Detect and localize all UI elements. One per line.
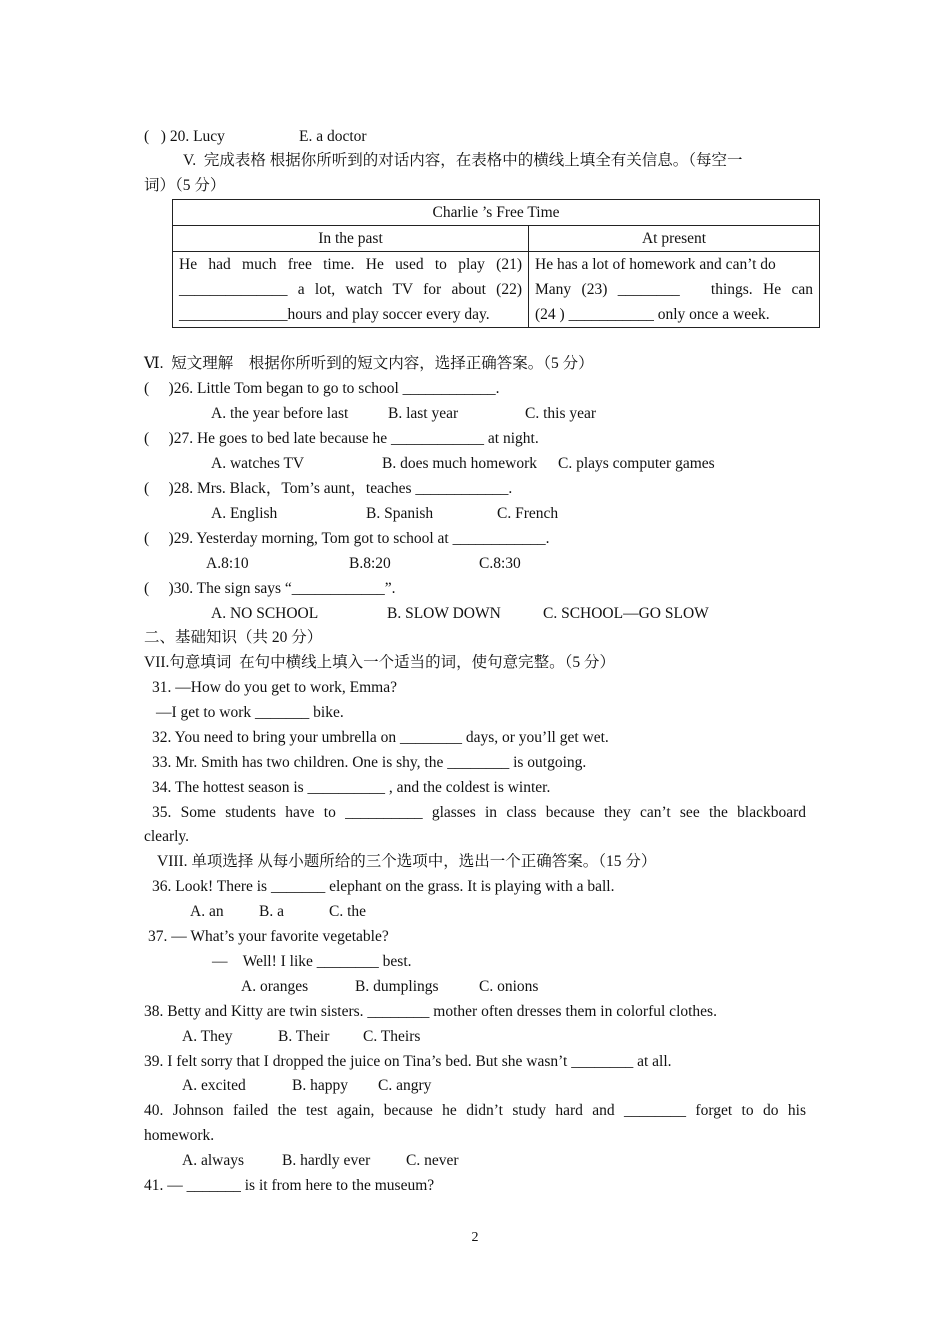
section-5-heading-cont: 词）（5 分） — [144, 177, 226, 194]
q31-line-2: —I get to work _______ bike. — [156, 704, 344, 721]
q36-option-b: B. a — [259, 903, 284, 920]
q33: 33. Mr. Smith has two children. One is shy, the ________ is outgoing. — [152, 754, 587, 771]
q26-stem: ( )26. Little Tom began to go to school ____________. — [144, 380, 500, 397]
q40-option-a: A. always — [182, 1152, 244, 1169]
q34: 34. The hottest season is __________ , and the coldest is winter. — [152, 779, 551, 796]
q38-option-c: C. Theirs — [363, 1028, 421, 1045]
past-line-3: ______________hours and play soccer every day. — [179, 306, 490, 323]
q27-option-a: A. watches TV — [211, 455, 305, 472]
q37-option-c: C. onions — [479, 978, 539, 995]
table-header-past: In the past — [173, 226, 529, 252]
q40-option-c: C. never — [406, 1152, 459, 1169]
q27-option-c: C. plays computer games — [558, 455, 715, 472]
q28-stem: ( )28. Mrs. Black，Tom’s aunt，teaches ____________. — [144, 480, 513, 497]
q40-option-b: B. hardly ever — [282, 1152, 371, 1169]
q38-stem: 38. Betty and Kitty are twin sisters. ________ mother often dresses them in colorful clothes. — [144, 1003, 717, 1020]
q28-option-c: C. French — [497, 505, 559, 522]
q32: 32. You need to bring your umbrella on ________ days, or you’ll get wet. — [152, 729, 609, 746]
past-line-2: ______________ a lot, watch TV for about (22) — [179, 281, 522, 298]
q39-stem: 39. I felt sorry that I dropped the juice on Tina’s bed. But she wasn’t ________ at all. — [144, 1053, 672, 1070]
part-2-heading: 二、基础知识（共 20 分） — [144, 629, 323, 646]
q39-option-a: A. excited — [182, 1077, 246, 1094]
q35-line-2: clearly. — [144, 828, 190, 845]
q29-option-b: B.8:20 — [349, 555, 391, 572]
section-8-heading: VIII. 单项选择 从每小题所给的三个选项中，选出一个正确答案。（15 分） — [157, 853, 657, 870]
section-6-heading: Ⅵ. 短文理解 根据你所听到的短文内容，选择正确答案。（5 分） — [144, 355, 594, 372]
free-time-table — [172, 199, 820, 328]
q28-option-a: A. English — [211, 505, 278, 522]
q26-option-a: A. the year before last — [211, 405, 349, 422]
q30-option-b: B. SLOW DOWN — [387, 605, 501, 622]
q38-option-a: A. They — [182, 1028, 233, 1045]
past-line-1: He had much free time. He used to play (21) — [179, 256, 522, 273]
q31-line-1: 31. —How do you get to work, Emma? — [152, 679, 397, 696]
q38-option-b: B. Their — [278, 1028, 330, 1045]
q37-option-a: A. oranges — [241, 978, 309, 995]
q39-option-b: B. happy — [292, 1077, 348, 1094]
q40-line-2: homework. — [144, 1127, 215, 1144]
q20-stem: ( ) 20. Lucy — [144, 128, 225, 145]
q29-option-a: A.8:10 — [206, 555, 249, 572]
present-line-3: (24 ) ___________ only once a week. — [535, 306, 770, 323]
q36-option-c: C. the — [329, 903, 367, 920]
q37-line-2: — Well! I like ________ best. — [212, 953, 412, 970]
table-cell-past — [173, 252, 529, 328]
q26-option-c: C. this year — [525, 405, 597, 422]
q27-option-b: B. does much homework — [382, 455, 537, 472]
q29-option-c: C.8:30 — [479, 555, 521, 572]
present-line-2: Many (23) ________ things. He can — [535, 281, 814, 298]
table-title: Charlie ’s Free Time — [173, 200, 820, 226]
q30-stem: ( )30. The sign says “____________”. — [144, 580, 396, 597]
q37-line-1: 37. — What’s your favorite vegetable? — [148, 928, 389, 945]
page-number: 2 — [471, 1230, 479, 1245]
q28-option-b: B. Spanish — [366, 505, 434, 522]
section-5-heading: V. 完成表格 根据你所听到的对话内容，在表格中的横线上填全有关信息。（每空一 — [183, 152, 743, 169]
q39-option-c: C. angry — [378, 1077, 432, 1094]
table-cell-present — [529, 252, 820, 328]
q30-option-c: C. SCHOOL—GO SLOW — [543, 605, 709, 622]
q26-option-b: B. last year — [388, 405, 459, 422]
q29-stem: ( )29. Yesterday morning, Tom got to school at ____________. — [144, 530, 550, 547]
q37-option-b: B. dumplings — [355, 978, 439, 995]
section-7-heading: VII.句意填词 在句中横线上填入一个适当的词，使句意完整。（5 分） — [144, 654, 616, 671]
q36-stem: 36. Look! There is _______ elephant on the grass. It is playing with a ball. — [152, 878, 615, 895]
q40-line-1: 40. Johnson failed the test again, because he didn’t study hard and ________ forget to do his — [144, 1102, 806, 1119]
q41-stem: 41. — _______ is it from here to the museum? — [144, 1177, 435, 1194]
table-header-present: At present — [529, 226, 820, 252]
q30-option-a: A. NO SCHOOL — [211, 605, 319, 622]
q27-stem: ( )27. He goes to bed late because he ____________ at night. — [144, 430, 539, 447]
q20-option: E. a doctor — [299, 128, 367, 145]
present-line-1: He has a lot of homework and can’t do — [535, 256, 776, 273]
q35-line-1: 35. Some students have to __________ glasses in class because they can’t see the blackboard — [152, 804, 806, 821]
q36-option-a: A. an — [190, 903, 224, 920]
